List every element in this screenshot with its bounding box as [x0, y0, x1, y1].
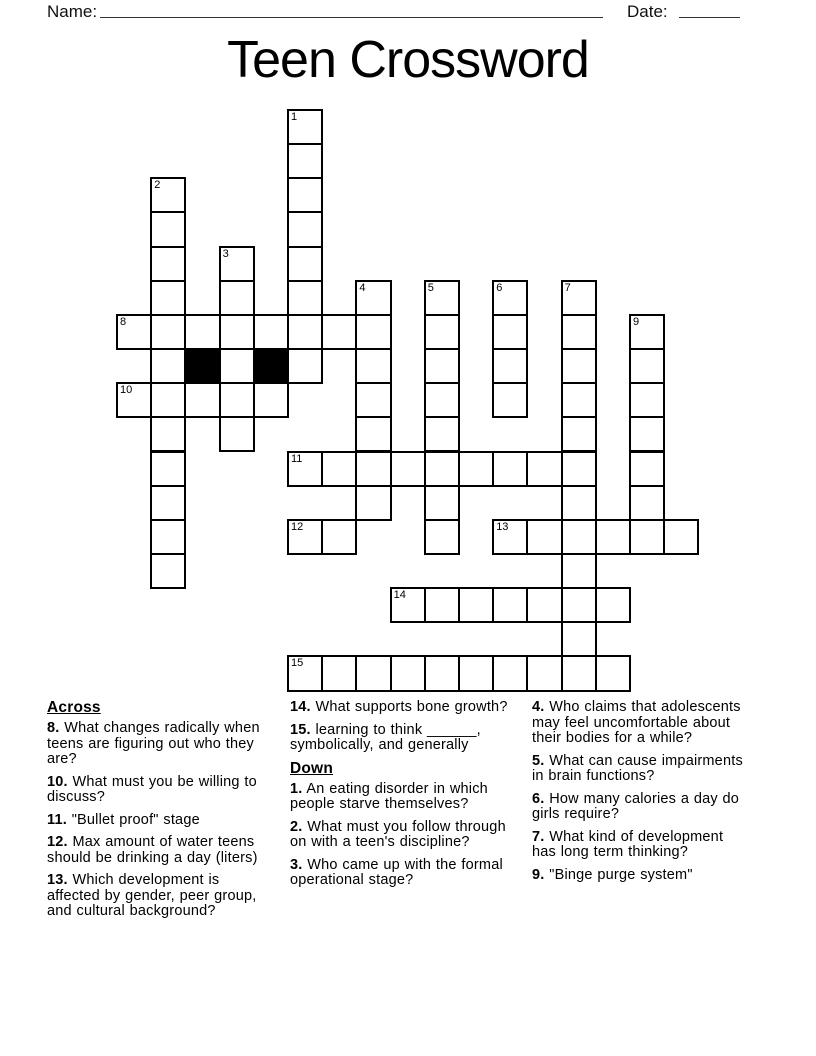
- grid-cell[interactable]: [390, 655, 426, 691]
- grid-cell[interactable]: [355, 280, 391, 316]
- grid-cell[interactable]: [492, 655, 528, 691]
- cell-number: 6: [496, 281, 503, 294]
- clue-text: Which development is affected by gender, peer group, and cultural background?: [47, 872, 257, 919]
- clues-column-1: [47, 700, 271, 927]
- grid-cell[interactable]: [287, 246, 323, 282]
- clue-text: "Bullet proof" stage: [66, 811, 200, 828]
- grid-cell[interactable]: [150, 246, 186, 282]
- grid-cell[interactable]: [526, 655, 562, 691]
- grid-cell[interactable]: [561, 485, 597, 521]
- across-clues-part1: [47, 721, 271, 920]
- cell-number: 14: [393, 589, 406, 602]
- cell-number: 1: [291, 111, 298, 123]
- grid-cell[interactable]: [355, 451, 391, 487]
- grid-cell[interactable]: [150, 519, 186, 555]
- grid-cell[interactable]: [526, 519, 562, 555]
- grid-cell[interactable]: [390, 587, 426, 623]
- clue-number: 1.: [290, 780, 303, 797]
- cell-number: 5: [427, 281, 434, 294]
- clue-number: 14.: [290, 699, 311, 715]
- grid-cell[interactable]: [561, 587, 597, 623]
- cell-number: 13: [496, 520, 509, 533]
- grid-cell[interactable]: [424, 382, 460, 418]
- grid-cell[interactable]: [492, 280, 528, 316]
- clue-4: [532, 700, 744, 747]
- grid-cell[interactable]: [219, 348, 255, 384]
- grid-cell[interactable]: [458, 451, 494, 487]
- grid-cell[interactable]: [629, 382, 665, 418]
- grid-cell[interactable]: [355, 348, 391, 384]
- grid-cell[interactable]: [287, 655, 323, 691]
- across-clues-part2: [290, 700, 512, 754]
- clue-text: What changes radically when teens are figuring out who they are?: [47, 720, 260, 767]
- grid-cell[interactable]: [287, 143, 323, 179]
- black-cell: [253, 348, 289, 384]
- date-label: Date:: [627, 2, 668, 21]
- clue-number: 5.: [532, 752, 545, 769]
- grid-cell[interactable]: [355, 314, 391, 350]
- clue-10: [47, 775, 271, 806]
- cell-number: 11: [291, 452, 303, 465]
- cell-number: 4: [359, 281, 366, 294]
- grid-cell[interactable]: [629, 485, 665, 521]
- grid-cell[interactable]: [219, 382, 255, 418]
- grid-cell[interactable]: [150, 382, 186, 418]
- down-header-label: Down: [290, 759, 333, 777]
- grid-cell[interactable]: [287, 280, 323, 316]
- grid-cell[interactable]: [355, 485, 391, 521]
- cell-number: 7: [564, 281, 571, 294]
- grid-cell[interactable]: [287, 348, 323, 384]
- grid-cell[interactable]: [150, 280, 186, 316]
- grid-cell[interactable]: [492, 348, 528, 384]
- clue-number: 7.: [532, 828, 545, 845]
- clue-text: What can cause impairments in brain functions?: [532, 752, 743, 784]
- grid-cell[interactable]: [424, 280, 460, 316]
- clue-1: [290, 782, 512, 813]
- grid-cell[interactable]: [150, 416, 186, 452]
- grid-cell[interactable]: [219, 314, 255, 350]
- clue-text: How many calories a day do girls require?: [532, 790, 740, 822]
- clue-text: "Binge purge system": [544, 866, 693, 883]
- grid-cell[interactable]: [287, 519, 323, 555]
- clue-number: 8.: [47, 720, 60, 736]
- clue-text: Max amount of water teens should be drinking a day (liters): [47, 834, 258, 866]
- name-label: Name:: [47, 2, 98, 21]
- clue-text: What must you be willing to discuss?: [47, 773, 257, 805]
- clue-7: [532, 830, 744, 861]
- grid-cell[interactable]: [287, 211, 323, 247]
- across-header-label: Across: [47, 699, 101, 716]
- grid-cell[interactable]: [526, 451, 562, 487]
- grid-cell[interactable]: [492, 382, 528, 418]
- grid-cell[interactable]: [595, 587, 631, 623]
- grid-cell[interactable]: [150, 451, 186, 487]
- clue-number: 12.: [47, 834, 68, 850]
- cell-number: 10: [120, 384, 133, 397]
- grid-cell[interactable]: [150, 177, 186, 213]
- grid-cell[interactable]: [424, 416, 460, 452]
- down-header: [290, 761, 512, 777]
- grid-cell[interactable]: [629, 519, 665, 555]
- grid-cell[interactable]: [561, 655, 597, 691]
- cell-number: 3: [222, 247, 229, 260]
- clue-3: [290, 858, 512, 889]
- cell-number: 2: [154, 179, 161, 192]
- clue-number: 11.: [47, 811, 67, 828]
- clue-number: 2.: [290, 818, 303, 835]
- grid-cell[interactable]: [629, 451, 665, 487]
- grid-cell[interactable]: [150, 485, 186, 521]
- clue-14: [290, 700, 512, 716]
- clue-number: 4.: [532, 699, 545, 715]
- clue-2: [290, 820, 512, 851]
- clue-15: [290, 723, 512, 754]
- grid-cell[interactable]: [355, 382, 391, 418]
- grid-cell[interactable]: [561, 382, 597, 418]
- grid-cell[interactable]: [184, 382, 220, 418]
- grid-cell[interactable]: [321, 655, 357, 691]
- grid-cell[interactable]: [424, 485, 460, 521]
- grid-cell[interactable]: [424, 451, 460, 487]
- grid-cell[interactable]: [116, 382, 152, 418]
- grid-cell[interactable]: [458, 655, 494, 691]
- grid-cell[interactable]: [561, 553, 597, 589]
- clue-number: 3.: [290, 856, 303, 873]
- clue-11: [47, 813, 271, 829]
- clue-number: 13.: [47, 872, 68, 888]
- grid-cell[interactable]: [253, 382, 289, 418]
- clue-12: [47, 835, 271, 866]
- grid-cell[interactable]: [561, 519, 597, 555]
- grid-cell[interactable]: [287, 109, 323, 145]
- clues-column-3: [532, 700, 744, 890]
- grid-cell[interactable]: [492, 587, 528, 623]
- grid-cell[interactable]: [526, 587, 562, 623]
- grid-cell[interactable]: [150, 348, 186, 384]
- clue-9: [532, 868, 744, 884]
- grid-cell[interactable]: [390, 451, 426, 487]
- clue-5: [532, 754, 744, 785]
- grid-cell[interactable]: [150, 211, 186, 247]
- grid-cell[interactable]: [492, 314, 528, 350]
- across-header: [47, 700, 271, 716]
- clue-text: What kind of development has long term thinking?: [532, 828, 724, 860]
- grid-cell[interactable]: [355, 655, 391, 691]
- clue-number: 6.: [532, 790, 545, 807]
- cell-number: 12: [291, 520, 304, 533]
- grid-cell[interactable]: [595, 655, 631, 691]
- grid-cell[interactable]: [458, 587, 494, 623]
- grid-cell[interactable]: [492, 451, 528, 487]
- grid-cell[interactable]: [561, 314, 597, 350]
- black-cell: [184, 348, 220, 384]
- grid-cell[interactable]: [321, 314, 357, 350]
- grid-cell[interactable]: [424, 348, 460, 384]
- grid-cell[interactable]: [287, 451, 323, 487]
- grid-cell[interactable]: [561, 416, 597, 452]
- grid-cell[interactable]: [561, 280, 597, 316]
- clue-8: [47, 721, 271, 768]
- grid-cell[interactable]: [663, 519, 699, 555]
- grid-cell[interactable]: [561, 348, 597, 384]
- clue-text: Who came up with the formal operational stage?: [290, 856, 503, 888]
- clue-text: learning to think ______, symbolically, and generally: [290, 721, 481, 753]
- grid-cell[interactable]: [116, 314, 152, 350]
- clue-number: 15.: [290, 721, 311, 738]
- clues-column-2: [290, 700, 512, 896]
- grid-cell[interactable]: [561, 451, 597, 487]
- cell-number: 8: [120, 315, 127, 328]
- clue-13: [47, 873, 271, 920]
- grid-cell[interactable]: [355, 416, 391, 452]
- grid-cell[interactable]: [561, 621, 597, 657]
- grid-cell[interactable]: [629, 348, 665, 384]
- grid-cell[interactable]: [150, 314, 186, 350]
- cell-number: 9: [633, 315, 640, 328]
- clue-6: [532, 792, 744, 823]
- grid-cell[interactable]: [424, 519, 460, 555]
- grid-cell[interactable]: [287, 314, 323, 350]
- grid-cell[interactable]: [424, 587, 460, 623]
- grid-cell[interactable]: [321, 519, 357, 555]
- clue-text: An eating disorder in which people starve themselves?: [290, 780, 488, 812]
- grid-cell[interactable]: [595, 519, 631, 555]
- grid-cell[interactable]: [184, 314, 220, 350]
- grid-cell[interactable]: [492, 519, 528, 555]
- grid-cell[interactable]: [219, 280, 255, 316]
- grid-cell[interactable]: [321, 451, 357, 487]
- grid-cell[interactable]: [219, 416, 255, 452]
- grid-cell[interactable]: [150, 553, 186, 589]
- grid-cell[interactable]: [424, 655, 460, 691]
- page-title: Teen Crossword: [227, 31, 589, 89]
- clue-text: What supports bone growth?: [310, 699, 508, 715]
- grid-cell[interactable]: [287, 177, 323, 213]
- down-clues-part2: [532, 700, 744, 883]
- grid-cell[interactable]: [253, 314, 289, 350]
- clue-number: 9.: [532, 866, 545, 883]
- grid-cell[interactable]: [219, 246, 255, 282]
- clue-number: 10.: [47, 773, 68, 790]
- grid-cell[interactable]: [629, 416, 665, 452]
- grid-cell[interactable]: [629, 314, 665, 350]
- down-clues-part1: [290, 782, 512, 889]
- cell-number: 15: [291, 657, 304, 670]
- grid-cell[interactable]: [424, 314, 460, 350]
- clue-text: Who claims that adolescents may feel uncomfortable about their bodies for a while?: [532, 699, 741, 746]
- clue-text: What must you follow through on with a teen's discipline?: [290, 818, 506, 850]
